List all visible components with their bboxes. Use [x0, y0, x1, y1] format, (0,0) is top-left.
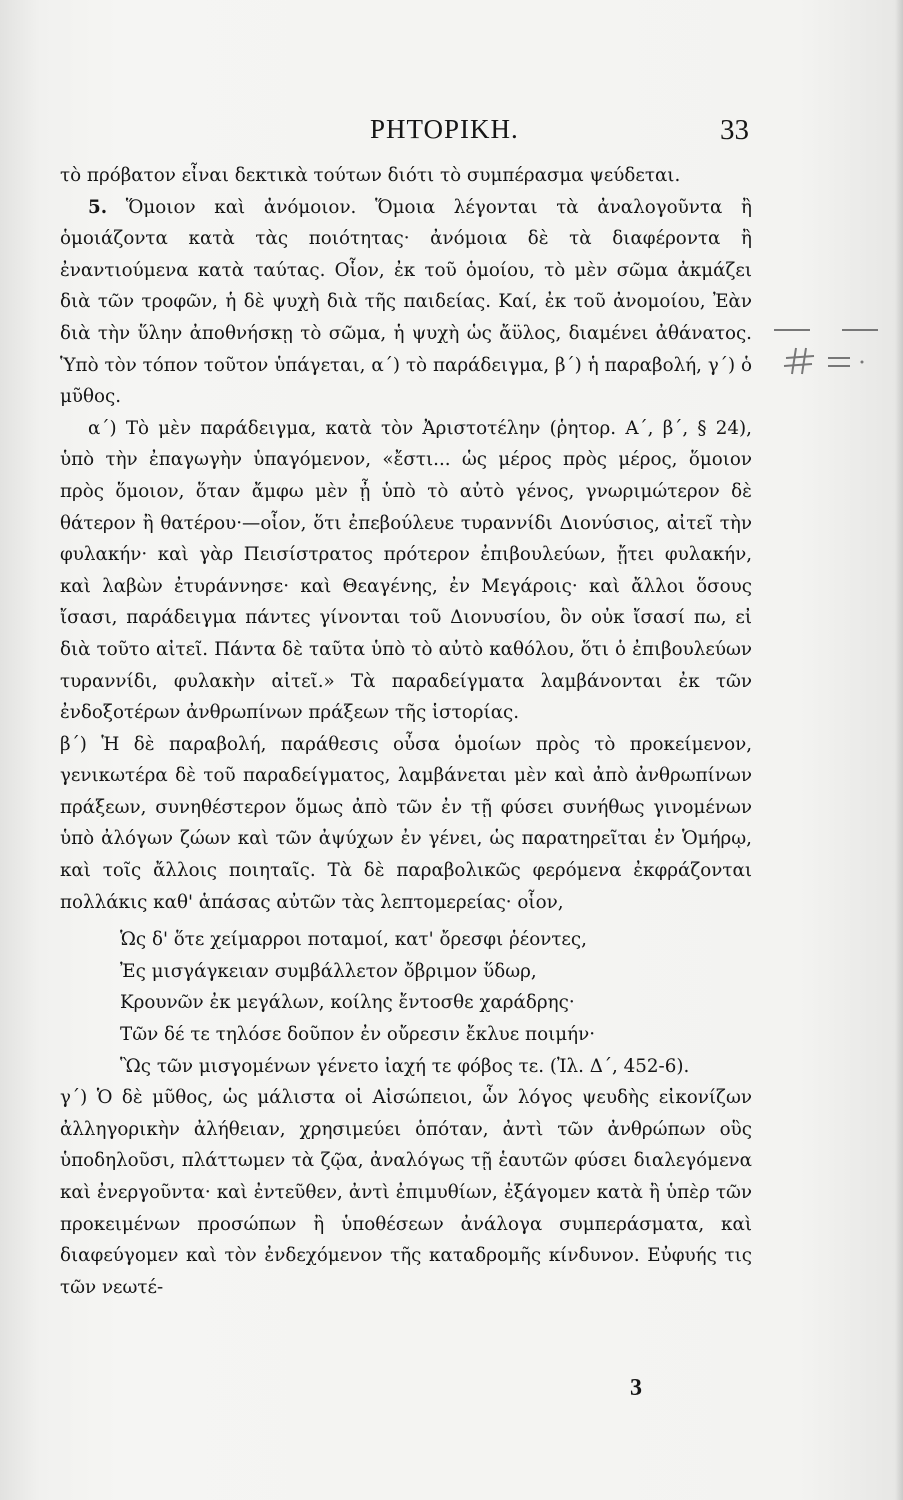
- paragraph-5: [60, 1082, 752, 1303]
- paragraph-1-text: τὸ πρόβατον εἶναι δεκτικὰ τούτων διότι τὸ συμπέρασμα ψεύδεται.: [60, 165, 681, 186]
- pencil-margin-mark: [772, 318, 882, 378]
- running-title: ΡΗΤΟΡΙΚΗ.: [370, 114, 519, 144]
- verse-line: Ἐς μισγάγκειαν συμβάλλετον ὄβριμον ὕδωρ,: [120, 960, 537, 982]
- paragraph-4: [60, 729, 752, 919]
- homeric-quotation: [120, 924, 752, 1082]
- signature-mark: 3: [630, 1375, 642, 1401]
- paragraph-2: [60, 192, 752, 413]
- section-number: 5.: [88, 196, 108, 218]
- verse-line: Ὣς τῶν μισγομένων γένετο ἰαχή τε φόβος τε. (Ἰλ. Δ΄, 452-6).: [120, 1055, 690, 1077]
- running-head: [0, 108, 903, 148]
- paragraph-2-text: Ὅμοιον καὶ ἀνόμοιον. Ὅμοια λέγονται τὰ ἀναλογοῦντα ἢ ὁμοιάζοντα κατὰ τὰς ποιότητας· ἀνόμοια δὲ τὰ διαφέροντα ἢ ἐναντιούμενα κατὰ ταύτας. Οἷον, ἐκ τοῦ ὁμοίου, τὸ μὲν σῶμα ἀκμάζει διὰ τῶν τροφῶν, ἡ δὲ ψυχὴ διὰ τῆς παιδείας. Καί, ἐκ τοῦ ἀνομοίου, Ἐὰν διὰ τὴν ὕλην ἀποθνήσκῃ τὸ σῶμα, ἡ ψυχὴ ὡς ἄϋλος, διαμένει ἀθάνατος. Ὑπὸ τὸν τόπον τοῦτον ὑπάγεται, α΄) τὸ παράδειγμα, β΄) ἡ παραβολή, γ΄) ὁ μῦθος.: [60, 196, 753, 408]
- paragraph-4-text: β΄) Ἡ δὲ παραβολή, παράθεσις οὖσα ὁμοίων πρὸς τὸ προκείμενον, γενικωτέρα δὲ τοῦ παραδείγματος, λαμβάνεται μὲν καὶ ἀπὸ ἀνθρωπίνων πράξεων, συνηθέστερον ὅμως ἀπὸ τῶν ἐν τῇ φύσει συνήθως γινομένων ὑπὸ ἀλόγων ζώων καὶ τῶν ἀψύχων ἐν γένει, ὡς παρατηρεῖται ἐν Ὁμήρῳ, καὶ τοῖς ἄλλοις ποιηταῖς. Τὰ δὲ παραβολικῶς φερόμενα ἐκφράζονται πολλάκις καθ' ἁπάσας αὐτῶν τὰς λεπτομερείας· οἷον,: [60, 733, 752, 913]
- paragraph-1: [60, 160, 752, 192]
- paragraph-3: [60, 413, 752, 729]
- paragraph-3-text: α΄) Τὸ μὲν παράδειγμα, κατὰ τὸν Ἀριστοτέλην (ῥητορ. Α΄, β΄, § 24), ὑπὸ τὴν ἐπαγωγὴν ὑπαγόμενον, «ἔστι... ὡς μέρος πρὸς μέρος, ὅμοιον πρὸς ὅμοιον, ὅταν ἄμφω μὲν ᾖ ὑπὸ τὸ αὐτὸ γένος, γνωριμώτερον δὲ θάτερον ἢ θατέρου·—οἷον, ὅτι ἐπεβούλευε τυραννίδι Διονύσιος, αἰτεῖ τὴν φυλακήν· καὶ γὰρ Πεισίστρατος πρότερον ἐπιβουλεύων, ᾔτει φυλακήν, καὶ λαβὼν ἐτυράννησε· καὶ Θεαγένης, ἐν Μεγάροις· καὶ ἄλλοι ὅσους ἴσασι, παράδειγμα πάντες γίνονται τοῦ Διονυσίου, ὃν οὐκ ἴσασί πω, εἰ διὰ τοῦτο αἰτεῖ. Πάντα δὲ ταῦτα ὑπὸ τὸ αὐτὸ καθόλου, ὅτι ὁ ἐπιβουλεύων τυραννίδι, φυλακὴν αἰτεῖ.» Τὰ παραδείγματα λαμβάνονται ἐκ τῶν ἐνδοξοτέρων ἀνθρωπίνων πράξεων τῆς ἱστορίας.: [60, 417, 752, 724]
- page-edge-shadow: [895, 0, 903, 1500]
- paragraph-5-text: γ΄) Ὁ δὲ μῦθος, ὡς μάλιστα οἱ Αἰσώπειοι, ὧν λόγος ψευδὴς εἰκονίζων ἀλληγορικὴν ἀλήθειαν, χρησιμεύει ὁπόταν, ἀντὶ τῶν ἀνθρώπων οὓς ὑποδηλοῦσι, πλάττωμεν τὰ ζῷα, ἀναλόγως τῇ ἑαυτῶν φύσει διαλεγόμενα καὶ ἐνεργοῦντα· καὶ ἐντεῦθεν, ἀντὶ ἐπιμυθίων, ἐξάγομεν κατὰ ἢ ὑπὲρ τῶν προκειμένων προσώπων ἢ ὑποθέσεων ἀνάλογα συμπεράσματα, καὶ διαφεύγομεν καὶ τὸν ἐνδεχόμενον τῆς καταδρομῆς κίνδυνον. Εὐφυής τις τῶν νεωτέ-: [60, 1087, 752, 1298]
- verse-line: Κρουνῶν ἐκ μεγάλων, κοίλης ἔντοσθε χαράδρης·: [120, 992, 575, 1014]
- verse-line: Ὡς δ' ὅτε χείμαρροι ποταμοί, κατ' ὄρεσφι ῥέοντες,: [120, 929, 587, 951]
- page-number: 33: [720, 114, 749, 146]
- body-text: [60, 160, 752, 1303]
- verse-line: Τῶν δέ τε τηλόσε δοῦπον ἐν οὔρεσιν ἔκλυε ποιμήν·: [120, 1024, 596, 1046]
